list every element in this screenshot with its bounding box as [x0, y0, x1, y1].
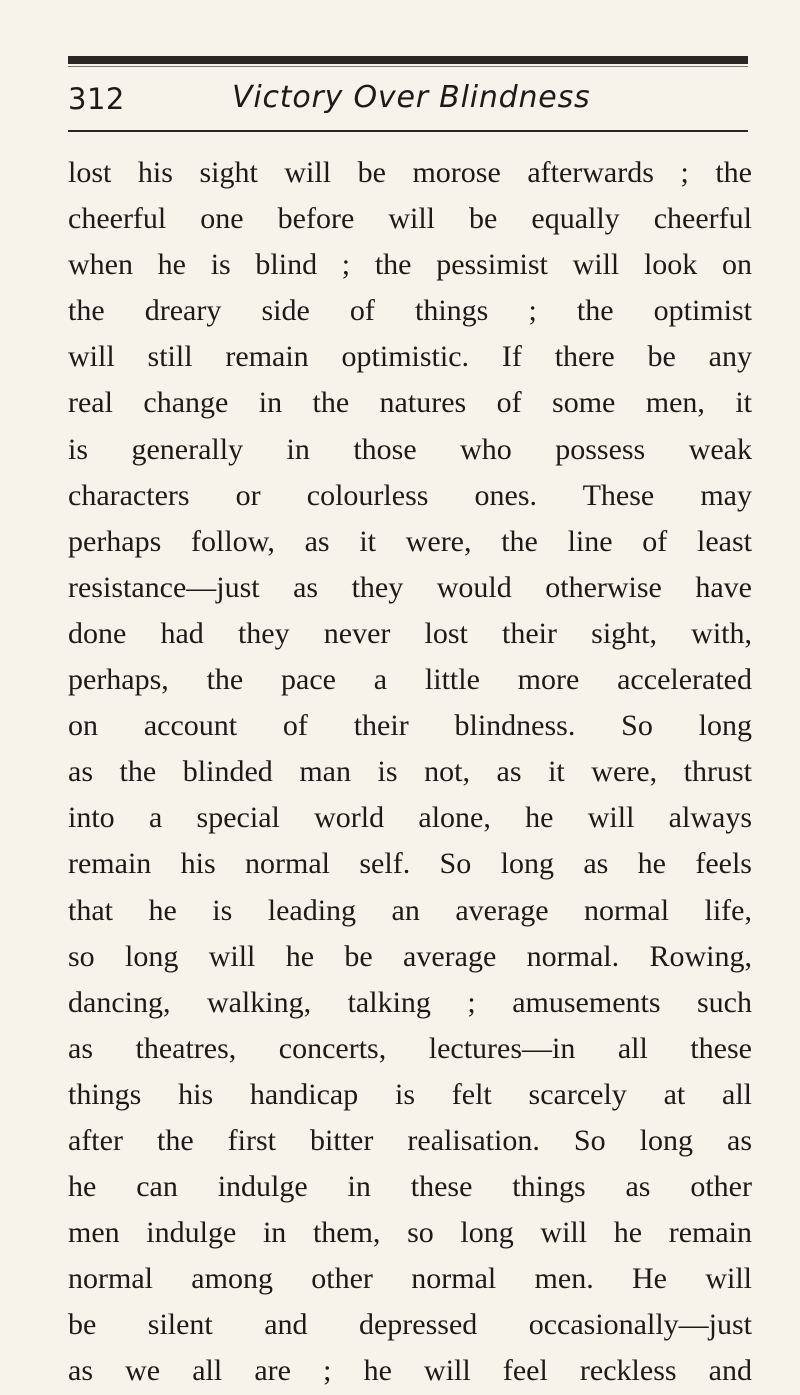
text-line: lost his sight will be morose afterwards ; the [68, 156, 752, 189]
text-line: be silent and depressed occasionally—just [68, 1308, 752, 1342]
text-line: is generally in those who possess weak [68, 432, 752, 466]
text-line: when he is blind ; the pessimist will look on [68, 248, 752, 282]
text-line: remain his normal self. So long as he feels [68, 847, 752, 881]
top-thick-rule [68, 56, 748, 64]
text-line: he can indulge in these things as other [68, 1170, 752, 1204]
text-line: on account of their blindness. So long [68, 709, 752, 743]
text-line: cheerful one before will be equally cheerful [68, 202, 752, 236]
text-line: so long will he be average normal. Rowing, [68, 939, 752, 973]
body-text [68, 150, 752, 1395]
running-head [68, 80, 748, 130]
text-line: the dreary side of things ; the optimist [68, 294, 752, 328]
text-line: will still remain optimistic. If there be any [68, 340, 752, 374]
text-line: perhaps, the pace a little more accelerated [68, 663, 752, 697]
text-line: into a special world alone, he will always [68, 801, 752, 835]
text-line: done had they never lost their sight, with, [68, 616, 752, 650]
text-line: things his handicap is felt scarcely at all [68, 1077, 752, 1111]
text-line: after the first bitter realisation. So long as [68, 1123, 752, 1157]
text-line: men indulge in them, so long will he remain [68, 1216, 752, 1250]
header-rule [68, 130, 748, 132]
top-thin-rule [68, 66, 748, 67]
text-line: dancing, walking, talking ; amusements such [68, 985, 752, 1019]
text-line: as we all are ; he will feel reckless and [68, 1354, 752, 1388]
text-line: resistance—just as they would otherwise have [68, 570, 752, 604]
text-line: perhaps follow, as it were, the line of least [68, 524, 752, 558]
text-line: that he is leading an average normal life, [68, 893, 752, 927]
text-line: as the blinded man is not, as it were, thrust [68, 755, 752, 789]
text-line: as theatres, concerts, lectures—in all these [68, 1031, 752, 1065]
running-title: Victory Over Blindness [232, 80, 591, 115]
text-line: normal among other normal men. He will [68, 1262, 752, 1296]
text-line: characters or colourless ones. These may [68, 478, 752, 512]
page-number: 312 [68, 82, 125, 116]
text-line: real change in the natures of some men, it [68, 386, 752, 420]
